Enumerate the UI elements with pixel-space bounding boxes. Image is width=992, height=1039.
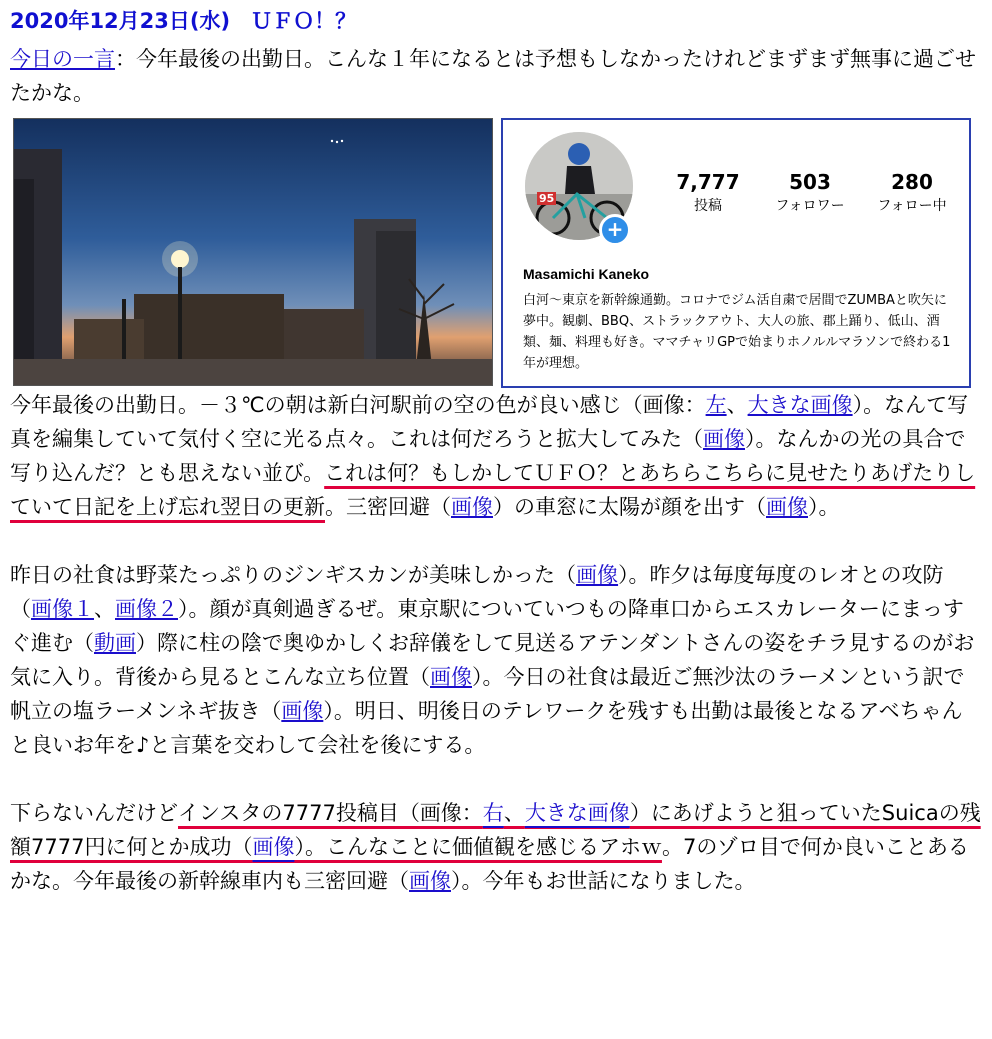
bib-number: 95 (539, 192, 555, 205)
p2-text-1: 昨日の社食は野菜たっぷりのジンギスカンが美味しかった（ (10, 563, 577, 587)
followers-label: フォロワー (775, 198, 845, 214)
p2-text-6: ）。今日の社食は最近ご無沙汰のラーメンという訳で帆立の塩ラーメンネギ抜き（ (10, 665, 965, 723)
leo-image-2-link[interactable]: 画像２ (115, 597, 178, 621)
ufo-highlight: これは何？もしかしてＵＦＯ？とあちらこちらに見せたりあげたりしていて日記を上げ忘れ翌日の更新 (10, 461, 976, 519)
p3-highlight-1: インスタの7777投稿目（画像： (178, 801, 483, 825)
p1-text-3: ）。なんて写真を編集していて気付く空に光る点々。これは何だろうと拡大してみた（ (10, 393, 969, 451)
following-label: フォロー中 (877, 198, 947, 214)
instagram-profile-card[interactable] (501, 118, 971, 388)
p2-text-3: 、 (94, 597, 115, 621)
intro-paragraph (10, 42, 982, 110)
right-image-link[interactable]: 右 (482, 801, 504, 825)
following-count: 280 (891, 170, 933, 194)
paragraph-1 (10, 388, 982, 524)
ramen-image-link[interactable]: 画像 (281, 699, 324, 723)
followers-count: 503 (789, 170, 831, 194)
followers-stat[interactable] (755, 170, 865, 218)
p3-highlight-4: ）。こんなことに価値観を感じるアホｗ (294, 835, 662, 859)
p3-text-2: 。7のゾロ目で何か良いことあるかな。今年最後の新幹線車内も三密回避（ (10, 835, 969, 893)
instagram-large-image-link[interactable]: 大きな画像 (524, 801, 630, 825)
p2-text-2: ）。昨夕は毎度毎度のレオとの攻防（ (10, 563, 944, 621)
p2-text-7: ）。明日、明後日のテレワークを残すも出勤は最後となるアベちゃんと良いお年を♪と言葉を交わして会社を後にする。 (10, 699, 963, 757)
left-image-link[interactable]: 左 (705, 393, 727, 417)
posts-stat[interactable] (653, 170, 763, 218)
paragraph-2 (10, 558, 982, 762)
entry-title: 2020年12月23日(水) ＵＦＯ！？ (10, 9, 357, 33)
p2-text-4: ）。顔が真剣過ぎるぜ。東京駅についていつもの降車口からエスカレーターにまっすぐ進む（ (10, 597, 964, 655)
p1-text-4: ）。なんかの光の具合で写り込んだ？とも思えない並び。 (10, 427, 966, 485)
train-window-image-link[interactable]: 画像 (451, 495, 493, 519)
add-story-icon[interactable]: + (599, 214, 631, 246)
p3-text-1: 下らないんだけど (10, 801, 178, 825)
jingisukan-image-link[interactable]: 画像 (576, 563, 619, 587)
p3-text-3: ）。今年もお世話になりました。 (451, 869, 756, 893)
following-stat[interactable] (857, 170, 967, 218)
p2-text-5: ）際に柱の陰で奥ゆかしくお辞儀をして見送るアテンダントさんの姿をチラ見するのがお気に入り。背後から見るとこんな立ち位置（ (10, 631, 975, 689)
p1-text-6: ）の車窓に太陽が顔を出す（ (493, 495, 766, 519)
paragraph-3 (10, 796, 982, 898)
diary-entry (10, 0, 982, 898)
profile-bio: 白河～東京を新幹線通勤。コロナでジム活自粛で居間でZUMBAと吹矢に夢中。観劇、BBQ、ストラックアウト、大人の旅、郡上踊り、低山、酒類、麺、料理も好き。ママチャリGPで始まりホノルルマラソンで終わる1年が理想。 (523, 293, 951, 371)
station-photo-image (14, 119, 492, 385)
p3-highlight-2: 、 (503, 801, 525, 825)
attendant-image-link[interactable]: 画像 (430, 665, 472, 689)
suica-image-link[interactable]: 画像 (252, 835, 295, 859)
todays-word-link[interactable]: 今日の一言 (10, 47, 115, 71)
p1-text-2: 、 (726, 393, 748, 417)
sun-image-link[interactable]: 画像 (766, 495, 808, 519)
large-image-link[interactable]: 大きな画像 (747, 393, 853, 417)
p1-text-7: ）。 (808, 495, 840, 519)
posts-count: 7,777 (676, 170, 740, 194)
station-morning-photo[interactable] (13, 118, 493, 386)
paragraph-gap (10, 524, 982, 558)
intro-text: ：今年最後の出勤日。こんな１年になるとは予想もしなかったけれどまずまず無事に過ごせたかな。 (10, 47, 976, 105)
zoom-image-link[interactable]: 画像 (703, 427, 745, 451)
posts-label: 投稿 (694, 198, 722, 214)
escalator-video-link[interactable]: 動画 (94, 631, 136, 655)
shinkansen-image-link[interactable]: 画像 (409, 869, 451, 893)
p1-text-5: 。三密回避（ (325, 495, 451, 519)
photo-row (10, 116, 982, 388)
leo-image-1-link[interactable]: 画像１ (31, 597, 94, 621)
p1-text-1: 今年最後の出勤日。－３℃の朝は新白河駅前の空の色が良い感じ（画像： (10, 393, 706, 417)
paragraph-gap (10, 762, 982, 796)
profile-name: Masamichi Kaneko (523, 266, 650, 282)
p3-highlight-3: ）にあげようと狙っていたSuicaの残額7777円に何とか成功（ (10, 801, 981, 859)
